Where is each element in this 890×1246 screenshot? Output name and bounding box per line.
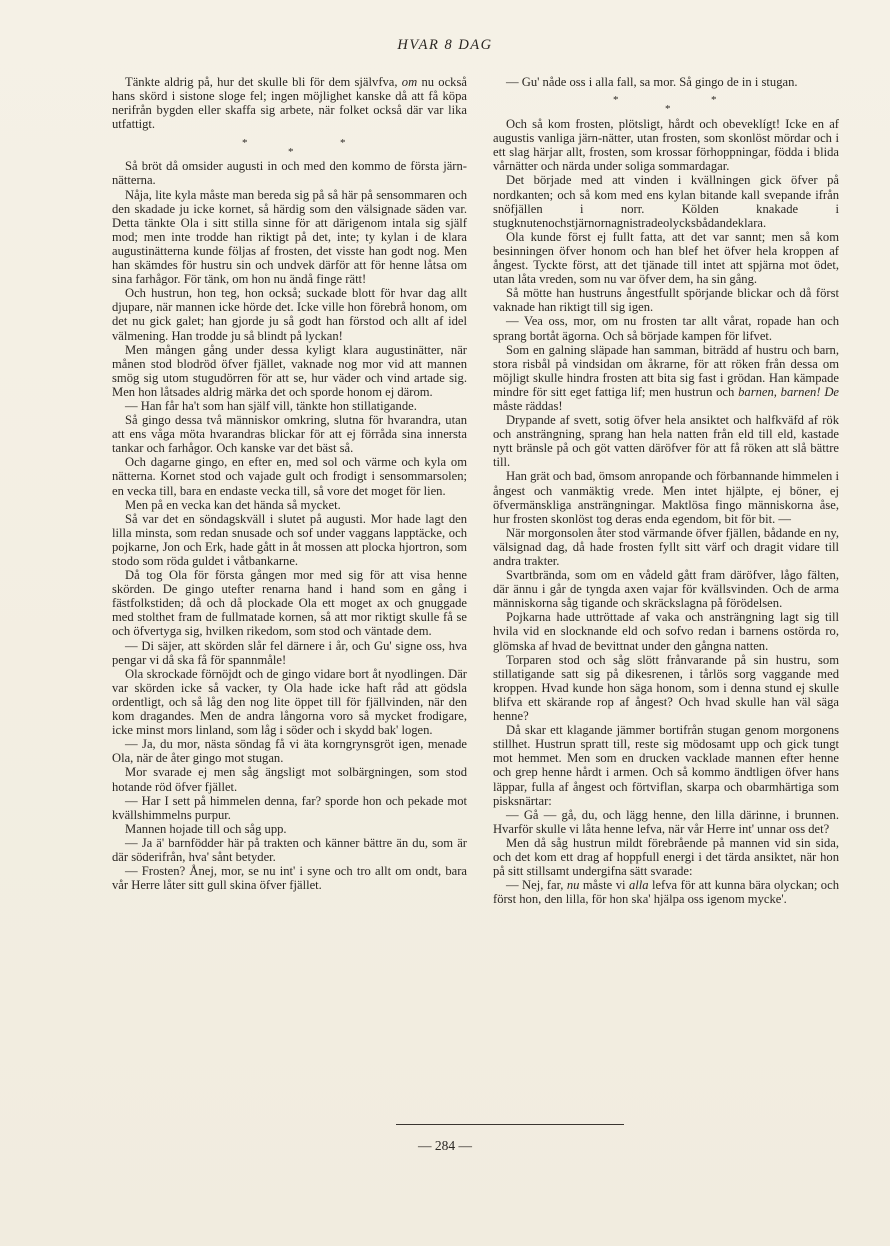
paragraph: Han grät och bad, ömsom anropande och förbannande himmelen i ångest och vanmäktig vrede. Men intet hjälpte, ej böner, ej öfvermänskliga ansträngningar. Maktlösa fingo människorna åse, hur frosten skonlöst tog deras enda egendom, bit för bit. — [493,469,839,526]
right-column [493,75,839,906]
paragraph: Så gingo dessa två människor omkring, slutna för hvarandra, utan att ens våga möta hvarandras blickar för att ej förråda sina innersta tankar och farhågor. Och kanske var det bäst så. [112,413,467,456]
paragraph: — Vea oss, mor, om nu frosten tar allt vårat, ropade han och sprang bortåt ägorna. Och så började kampen för lifvet. [493,314,839,343]
paragraph: Och dagarne gingo, en efter en, med sol och värme och kyla om nätterna. Kornet stod och vajade gult och frodigt i sensommarsolen; en vecka till, bara en endaste vecka till, så vore det moget för lien. [112,455,467,498]
paragraph: Drypande af svett, sotig öfver hela ansiktet och halfkväfd af rök och ansträngning, sprang han hela natten från eld till eld, kastade nytt bränsle på och göt vatten däröfver för att få röken att slå bättre till. [493,413,839,470]
star: * [288,146,294,159]
paragraph: Som en galning släpade han samman, biträdd af hustru och barn, stora risbål på vindsidan om åkrarne, för att röken från dessa om möjligt skulle hindra frosten att bita sig fast i grödan. Han kämpade mindre för sitt eget fattiga lif; men hustrun och barnen, barnen! De måste räddas! [493,342,839,413]
star: * [665,103,671,116]
page-number: — 284 — [418,1138,472,1153]
paragraph: Men på en vecka kan det hända så mycket. [125,497,341,512]
paragraph: Så bröt då omsider augusti in och med den kommo de första järn-nätterna. [112,159,467,188]
paragraph: Det började med att vinden i kvällningen gick öfver på nordkanten; och så kom med ens kylan bitande kall svepande ifrån snöfjällen i norr. Kölden knakade i stugknutenochstjärnornagnistradeolycksbådandeklara. [493,173,839,230]
star: * [242,137,248,150]
paragraph: Ola kunde först ej fullt fatta, att det var sannt; men så kom besinningen öfver honom och han blef het öfver hela kroppen af ångest. Tyckte först, att det tjänade till intet att spjärna mot ödet, utan låta vreden, som nu var öfver dem, ha sin gång. [493,229,839,287]
paragraph: Och så kom frosten, plötsligt, hårdt och obeveklígt! Icke en af augustis vanliga järn-nätter, utan frosten, som skonlöst mördar och i ett slag härjar allt, frosten, som krossar förhoppningar, födda i blida vårnätter och närda under soliga sommardagar. [493,117,839,174]
paragraph: — Gu' nåde oss i alla fall, sa mor. Så gingo de in i stugan. [506,75,798,89]
paragraph: Nåja, lite kyla måste man bereda sig på så här på sensommaren och den skadade ju icke kornet, så härdig som den välsignade säden var. Detta tänkte Ola i sitt stilla sinne för att därigenom intala sig själf mod; men inte trodde han riktigt på det, inte; ty kylan i de klara augustinätterna kunde följas af frosten, det visste han godt nog. Men han skämdes för hustru sin och undvek därför att för henne låtsa om sina farhågor. För tänk, om hon nu ändå finge rätt! [112,187,467,287]
paragraph: — Di säjer, att skörden slår fel därnere i år, och Gu' signe oss, hva pengar vi då ska få för spannmåle! [112,638,467,667]
running-header: HVAR 8 DAG [397,37,493,53]
paragraph: Då tog Ola för första gången mor med sig för att visa henne skörden. De gingo utefter renarna hand i hand som en gång i fästfolkstiden; då och då plockade Ola ett moget ax och gnuggade med stolthet fram de fullmatade kornen, så att mor riktigt skulle få se och öfvertyga sig, hvilken rikedom, som stod och väntade dem. [112,568,467,639]
section-break-stars [493,89,839,117]
paragraph: Men mången gång under dessa kyligt klara augustinätter, när månen stod blodröd öfver fjället, vaknade nog mor vid att mannen smög sig utom stugudörren för att se, hur väder och vind artade sig. Men hon låtsades aldrig märka det och sporde honom ej därom. [112,342,467,399]
section-break-stars [112,131,467,159]
paragraph: — Frosten? Ånej, mor, se nu int' i syne och tro allt om ondt, bara vår Herre låter sitt gull skina öfver fjället. [112,864,467,893]
star: * [613,94,619,107]
paragraph: Så mötte han hustruns ångestfullt spörjande blickar och då först vaknade han riktigt till sig igen. [493,286,839,315]
paragraph: Torparen stod och såg slött frånvarande på sin hustru, som stillatigande satt sig på dikesrenen, i tårlös sorg vaggande med kroppen. Hvad kunde hon säga honom, som i denna stund ej skulle blifva ett skärande rop af ångest? Och hvad skulle han väl säga henne? [493,652,839,724]
paragraph: — Han får ha't som han själf vill, tänkte hon stillatigande. [125,398,417,413]
paragraph: — Gå — gå, du, och lägg henne, den lilla därinne, i brunnen. Hvarför skulle vi låta henne lefva, när vår Herre int' unnar oss det? [493,807,839,836]
paragraph: Mor svarade ej men såg ängsligt mot solbärgningen, som stod hotande röd öfver fjället. [112,765,467,794]
paragraph: Pojkarna hade uttröttade af vaka och ansträngning lagt sig till hvila vid en slocknande eld och sofvo redan i barnens ostörda ro, glömska af hvad de bevittnat under den gångna natten. [493,610,839,653]
star: * [340,137,346,150]
paragraph: Så var det en söndagskväll i slutet på augusti. Mor hade lagt den lilla minsta, som redan snusade och sof under vaggans lapptäcke, och pojkarne, Jon och Erk, hade gått in åt mossen att plocka hjortron, som stodo som röda guldet i våtbankarne. [112,511,467,568]
paragraph: — Ja, du mor, nästa söndag få vi äta korngrynsgröt igen, menade Ola, när de åter gingo mot stugan. [112,737,467,766]
paragraph: Svartbrända, som om en vådeld gått fram däröfver, lågo fälten, där ännu i går de tyngda axen vajar för kvällsvinden. Och de arma människorna såg tigande och skräckslagna på förödelsen. [493,568,839,611]
star: * [711,94,717,107]
paragraph: Då skar ett klagande jämmer bortifrån stugan genom morgonens stillhet. Hustrun spratt till, reste sig mödosamt upp och gick tungt mot hemmet. Men som en drucken vacklade mannen efter henne och grep henne hårdt i armen. Och så kommo ändtligen öfver hans läppar, fulla af ångest och förtviflan, skarpa och obarmhärtiga som pisksnärtar: [493,723,839,808]
footer-rule [396,1124,624,1125]
paragraph: Ola skrockade förnöjdt och de gingo vidare bort åt nyodlingen. Där var skörden icke så vacker, ty Ola hade icke haft råd att gödsla ordentligt, och så låg den nog lite öppet till för fjällvinden, när den kom dragandes. Men de andra långorna voro så mycket frodigare, icke minst mors linland, som låg i söder och i skydd bak' logen. [112,666,467,738]
paragraph: — Ja ä' barnfödder här på trakten och känner bättre än du, som är där söderifrån, hva' sånt betyder. [112,835,467,864]
paragraph: Mannen hojade till och såg upp. [125,821,287,836]
paragraph: — Nej, far, nu måste vi alla lefva för att kunna bära olyckan; och först hon, den lilla, för hon ska' hjälpa oss igenom mycke'. [493,878,839,907]
paragraph: Men då såg hustrun mildt förebrående på mannen vid sin sida, och det kom ett drag af hoppfull energi i det tärda ansiktet, när hon på sitt stillsamt undergifna sätt svarade: [493,835,839,879]
paragraph: När morgonsolen åter stod värmande öfver fjällen, bådande en ny, välsignad dag, då hade frosten fyllt sitt värf och dragit vidare till andra trakter. [493,525,839,568]
paragraph: — Har I sett på himmelen denna, far? sporde hon och pekade mot kvällshimmelns purpur. [112,793,467,822]
left-column [112,75,467,892]
paragraph: Och hustrun, hon teg, hon också; suckade blott för hvar dag allt djupare, när mannen icke hörde det. Icke ville hon förebrå honom, om det nu gick galet; han gjorde ju så godt han förstod och allt af idel välmening. Han trodde ju så blindt på lyckan! [112,286,467,343]
paragraph: Tänkte aldrig på, hur det skulle bli för dem självfva, om nu också hans skörd i sistone sloge fel; ingen möjlighet kanske då att få köpa nerifrån bygden eller skaffa sig arbete, när folket också där var lika utfattigt. [112,75,467,132]
